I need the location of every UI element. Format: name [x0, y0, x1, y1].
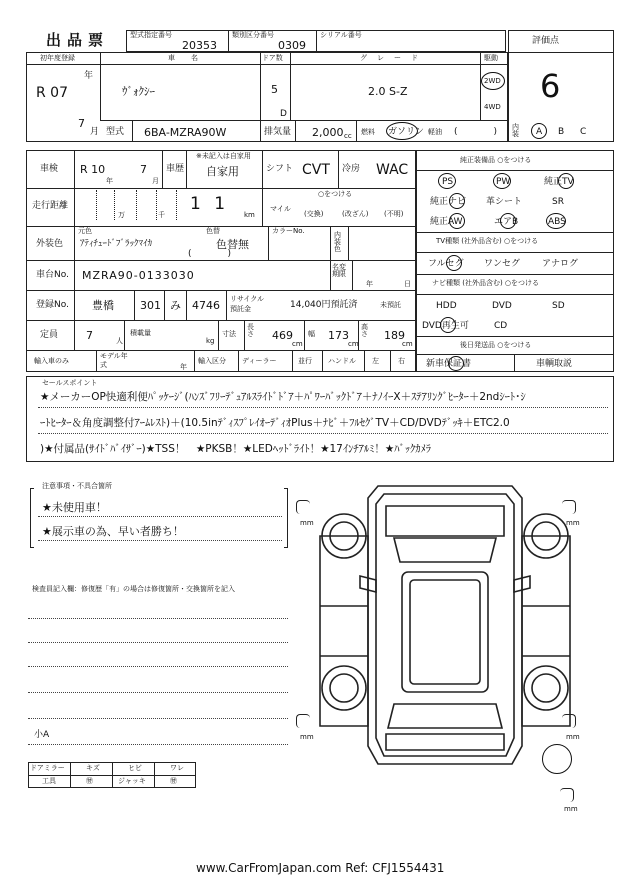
nav-cd: CD	[494, 321, 508, 331]
score-box	[508, 30, 614, 142]
interior-c: C	[580, 127, 587, 137]
mileage-unknown: (不明)	[384, 210, 404, 218]
sales-line-1: ★メーカーOP快適利便ﾊﾟｯｹｰｼﾞ(ﾊﾝｽﾞﾌﾘｰﾃﾞｭｱﾙｽﾗｲﾄﾞﾄﾞｱ＋ﾊﾟﾜｰﾊﾞｯｸﾄﾞｱ＋ﾅﾉｲｰX＋ｽﾃｱﾘﾝｸﾞﾋｰﾀｰ＋2ndｼｰﾄ･ｼ	[40, 391, 526, 403]
import-dealer: ディーラー	[242, 357, 277, 365]
shift-value: CVT	[302, 162, 330, 178]
tire-bracket-spare	[560, 788, 574, 802]
doors-value: 5	[271, 83, 278, 96]
legend-scratch: キズ	[86, 764, 100, 772]
handle-label: ハンドル	[328, 357, 356, 365]
tv-oneseg: ワンセグ	[484, 259, 521, 269]
cc-unit: cc	[344, 132, 352, 140]
doors-label: ドア数	[262, 54, 283, 62]
nav-label: ナビ種類 (社外品含む) ○をつける	[432, 279, 540, 287]
tire-bracket-fr	[562, 500, 576, 514]
equip-airbag: エアB	[494, 217, 519, 227]
car-name: ｳﾞｫｸｼｰ	[122, 85, 155, 98]
score-label: 評価点	[532, 36, 560, 46]
tire-bracket-rl	[296, 714, 310, 728]
load-label: 積載量	[130, 329, 151, 337]
month-unit: 月	[90, 127, 100, 137]
inspection-value: R 10	[80, 163, 106, 176]
import-class-label: 輸入区分	[198, 357, 226, 365]
drive-2wd: 2WD	[484, 77, 501, 85]
chassis-value: MZRA90-0133030	[82, 269, 195, 282]
nav-dvd-play: DVD再生可	[422, 321, 469, 331]
equip-tv: 純正TV	[544, 177, 574, 187]
fuel-label: 燃料	[361, 128, 375, 136]
nav-sd: SD	[552, 301, 565, 311]
sales-line-3: )★付属品(ｻｲﾄﾞﾊﾞｲｻﾞｰ)★TSS！ ★PKSB！★LEDﾍｯﾄﾞﾗｲﾄ！★17ｲﾝﾁｱﾙﾐ！★ﾊﾞｯｸｶﾒﾗ	[40, 443, 432, 455]
fuel-gasoline: ガソリン	[388, 127, 425, 137]
interior-a: A	[536, 127, 543, 137]
model-value: 6BA-MZRA90W	[144, 126, 227, 139]
type-no-label: 型式指定番号	[130, 31, 172, 39]
displacement-value: 2,000	[312, 126, 344, 139]
type-no: 20353	[182, 39, 217, 52]
grade-label: グレード	[360, 54, 428, 62]
fuel-circle	[386, 122, 418, 140]
mileage-value: 1 1	[190, 194, 230, 214]
model-label: 型式	[106, 127, 125, 137]
mileage-km: km	[244, 211, 255, 219]
sales-line-2: ｰﾄﾋｰﾀｰ＆角度調整付ｱｰﾑﾚｽﾄ)＋(10.5inﾃﾞｨｽﾌﾟﾚｲｵｰﾃﾞｨｵPlus＋ﾅﾋﾞ＋ﾌﾙｾｸﾞTV＋CD/DVDﾃﾞｯｷ＋ETC2.0	[40, 417, 510, 429]
drive-label: 駆動	[484, 54, 498, 62]
recycle-value: 14,040円預託済	[290, 300, 358, 310]
mileage-label: 走行距離	[32, 201, 69, 211]
first-reg-month: 7	[78, 117, 85, 130]
legend-crack: ヒビ	[128, 764, 142, 772]
first-reg-value: R 07	[36, 85, 68, 101]
sales-label: セールスポイント	[42, 379, 98, 387]
mileage-circle-note: ○をつける	[318, 190, 353, 198]
mileage-tampered: (改ざん)	[342, 210, 369, 218]
notes-label: 注意事項・不具合箇所	[42, 482, 112, 490]
handle-right: 右	[398, 357, 405, 365]
footer-watermark: www.CarFromJapan.com Ref: CFJ1554431	[196, 861, 445, 875]
height-label: 高さ	[361, 323, 368, 338]
legend-jack: ジャッキ	[118, 777, 146, 785]
score-value: 6	[540, 67, 561, 105]
year-unit: 年	[84, 71, 94, 81]
reg-class: 301	[140, 299, 161, 312]
reg-number: 4746	[192, 299, 220, 312]
inspector-label: 検査員記入欄：修復歴「有」の場合は修復箇所・交換箇所を記入	[32, 585, 235, 593]
inspection-label: 車検	[40, 164, 59, 174]
name-change-label: 名変期限	[332, 263, 346, 278]
height-value: 189	[384, 329, 405, 342]
note-line-2: ★展示車の為、早い者勝ち！	[42, 525, 184, 538]
legend-mirror: ドアミラー	[30, 764, 65, 772]
regtype-note: ※未記入は自家用	[196, 152, 251, 160]
grade-value: 2.0 S-Z	[368, 85, 408, 98]
tv-analog: アナログ	[542, 259, 579, 269]
tire-bracket-rr	[562, 714, 576, 728]
displacement-label: 排気量	[264, 127, 292, 137]
import-label: 輸入車のみ	[34, 357, 69, 365]
delivery-label: 後日発送品 ○をつける	[460, 341, 532, 349]
equip-pw: PW	[496, 177, 511, 187]
mileage-sen: 千	[158, 211, 165, 219]
length-value: 469	[272, 329, 293, 342]
sheet-title: 出品票	[46, 31, 110, 49]
import-parallel: 並行	[298, 357, 312, 365]
mileage-man: 万	[118, 211, 125, 219]
colorno-label: カラーNo.	[272, 227, 305, 235]
width-value: 173	[328, 329, 349, 342]
regno-label: 登録No.	[36, 300, 69, 310]
equip-leather: 革シート	[486, 197, 523, 207]
equip-abs: ABS	[548, 217, 566, 227]
tv-fullseg: フルセグ	[428, 259, 464, 269]
mileage-exchange: (交換)	[304, 210, 324, 218]
nav-hdd: HDD	[436, 301, 457, 311]
equip-aw: 純正AW	[430, 217, 463, 227]
nav-dvd: DVD	[492, 301, 512, 311]
equip-sr: SR	[552, 197, 564, 207]
inspection-month: 7	[140, 163, 147, 176]
length-label: 長さ	[247, 323, 254, 338]
door-type: D	[280, 109, 287, 119]
interior-a-circle	[531, 123, 547, 139]
first-reg-label: 初年度登録	[40, 54, 75, 62]
tv-label: TV種類 (社外品含む) ○をつける	[436, 237, 539, 245]
tire-bracket-fl	[296, 500, 310, 514]
interior-label: 内装	[512, 123, 519, 138]
interior-color-label: 内装色	[334, 231, 341, 253]
repaint-value: 色替無	[216, 238, 249, 251]
class-no: 0309	[278, 39, 306, 52]
repaint-label: 色替	[206, 227, 220, 235]
width-label: 幅	[308, 330, 315, 338]
class-no-label: 類別区分番号	[232, 31, 274, 39]
recycle-label: リサイクル預託金	[230, 295, 265, 313]
delivery-warranty: 新車保証書	[426, 359, 472, 369]
chassis-label: 車台No.	[36, 270, 69, 280]
capacity-label: 定員	[40, 330, 59, 340]
interior-b: B	[558, 127, 565, 137]
legend-jack-mark: ㊕	[170, 777, 177, 785]
equip-navi: 純正ナビ	[430, 197, 467, 207]
regtype-value: 自家用	[206, 165, 239, 178]
spare-tire-icon	[542, 744, 572, 774]
car-name-label: 車名	[168, 54, 214, 62]
shift-label: シフト	[266, 164, 294, 174]
reg-area: 豊橋	[92, 299, 114, 312]
model-year-label: モデル年式	[100, 352, 128, 369]
car-diagram	[290, 476, 600, 776]
serial-label: シリアル番号	[320, 31, 362, 39]
size-label: 寸法	[222, 330, 236, 338]
legend-break: ワレ	[170, 764, 184, 772]
drive-4wd: 4WD	[484, 103, 501, 111]
color-label: 外装色	[36, 239, 64, 249]
capacity-value: 7	[86, 329, 93, 342]
regtype-label: 車歴	[166, 164, 185, 174]
drive-2wd-circle	[481, 72, 505, 90]
ac-value: WAC	[376, 162, 409, 178]
reg-kana: み	[170, 299, 181, 312]
legend-tools: 工具	[42, 777, 56, 785]
equip-label: 純正装備品 ○をつける	[460, 156, 532, 164]
orig-color-label: 元色	[78, 227, 92, 235]
delivery-manual: 車輌取説	[536, 359, 573, 369]
equip-ps: PS	[442, 177, 454, 187]
ac-label: 冷房	[342, 164, 361, 174]
fuel-lightoil: 軽油	[428, 128, 442, 136]
note-line-1: ★未使用車！	[42, 501, 107, 514]
recycle-unpaid: 未預託	[380, 301, 401, 309]
orig-color: ｱﾃｨﾁｭｰﾄﾞﾌﾞﾗｯｸﾏｲｶ	[80, 239, 153, 249]
legend-tools-mark: ㊕	[86, 777, 93, 785]
mileage-mile: マイル	[270, 205, 291, 213]
handle-left: 左	[372, 357, 379, 365]
inspector-note: 小A	[34, 730, 50, 740]
